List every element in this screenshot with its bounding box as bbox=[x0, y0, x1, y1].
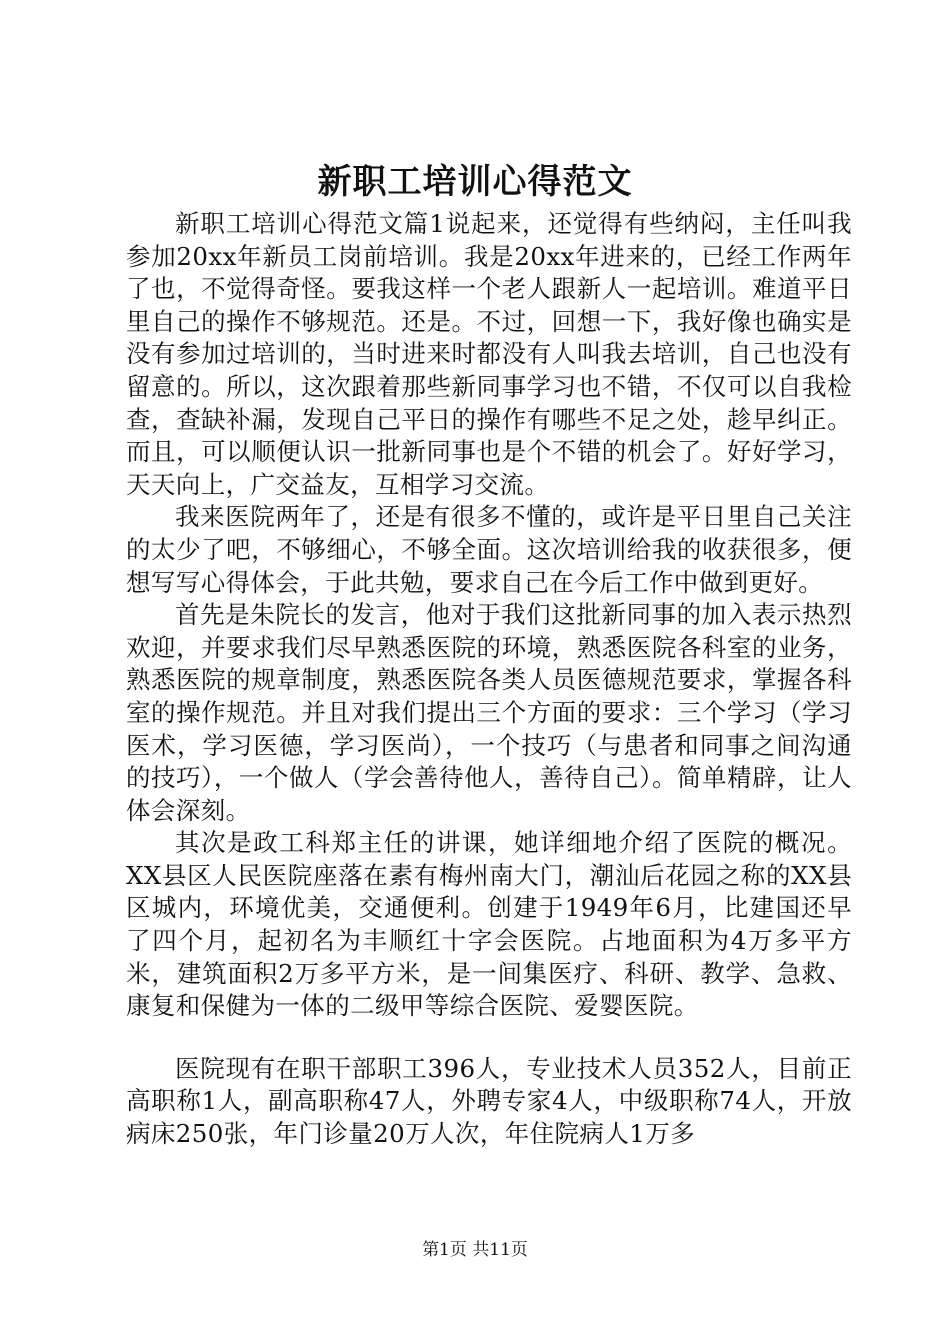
paragraph-5: 医院现有在职干部职工396人，专业技术人员352人，目前正高职称1人，副高职称47人，外聘专家4人，中级职称74人，开放病床250张，年门诊量20万人次，年住院病人1万多 bbox=[126, 1053, 852, 1149]
paragraph-spacer bbox=[126, 1023, 852, 1053]
page-footer: 第1页 共11页 bbox=[422, 1240, 528, 1260]
paragraph-1: 新职工培训心得范文篇1说起来，还觉得有些纳闷，主任叫我参加20xx年新员工岗前培训。我是20xx年进来的，已经工作两年了也，不觉得奇怪。要我这样一个老人跟新人一起培训。难道平日里自己的操作不够规范。还是。不过，回想一下，我好像也确实是没有参加过培训的，当时进来时都没有人叫我去培训，自己也没有留意的。所以，这次跟着那些新同事学习也不错，不仅可以自我检查，查缺补漏，发现自己平日的操作有哪些不足之处，趁早纠正。而且，可以顺便认识一批新同事也是个不错的机会了。好好学习，天天向上，广交益友，互相学习交流。 bbox=[126, 209, 852, 499]
paragraph-2: 我来医院两年了，还是有很多不懂的，或许是平日里自己关注的太少了吧，不够细心，不够全面。这次培训给我的收获很多，便想写写心得体会，于此共勉，要求自己在今后工作中做到更好。 bbox=[126, 502, 852, 597]
paragraph-3: 首先是朱院长的发言，他对于我们这批新同事的加入表示热烈欢迎，并要求我们尽早熟悉医院的环境，熟悉医院各科室的业务，熟悉医院的规章制度，熟悉医院各类人员医德规范要求，掌握各科室的操作规范。并且对我们提出三个方面的要求：三个学习（学习医术，学习医德，学习医尚），一个技巧（与患者和同事之间沟通的技巧），一个做人（学会善待他人，善待自己）。简单精辟，让人体会深刻。 bbox=[126, 600, 852, 825]
document-body bbox=[126, 208, 852, 1151]
document-title: 新职工培训心得范文 bbox=[317, 162, 633, 202]
paragraph-4: 其次是政工科郑主任的讲课，她详细地介绍了医院的概况。XX县区人民医院座落在素有梅州南大门，潮汕后花园之称的XX县区城内，环境优美，交通便利。创建于1949年6月，比建国还早了四个月，起初名为丰顺红十字会医院。占地面积为4万多平方米，建筑面积2万多平方米，是一间集医疗、科研、教学、急救、康复和保健为一体的二级甲等综合医院、爱婴医院。 bbox=[126, 828, 852, 1021]
